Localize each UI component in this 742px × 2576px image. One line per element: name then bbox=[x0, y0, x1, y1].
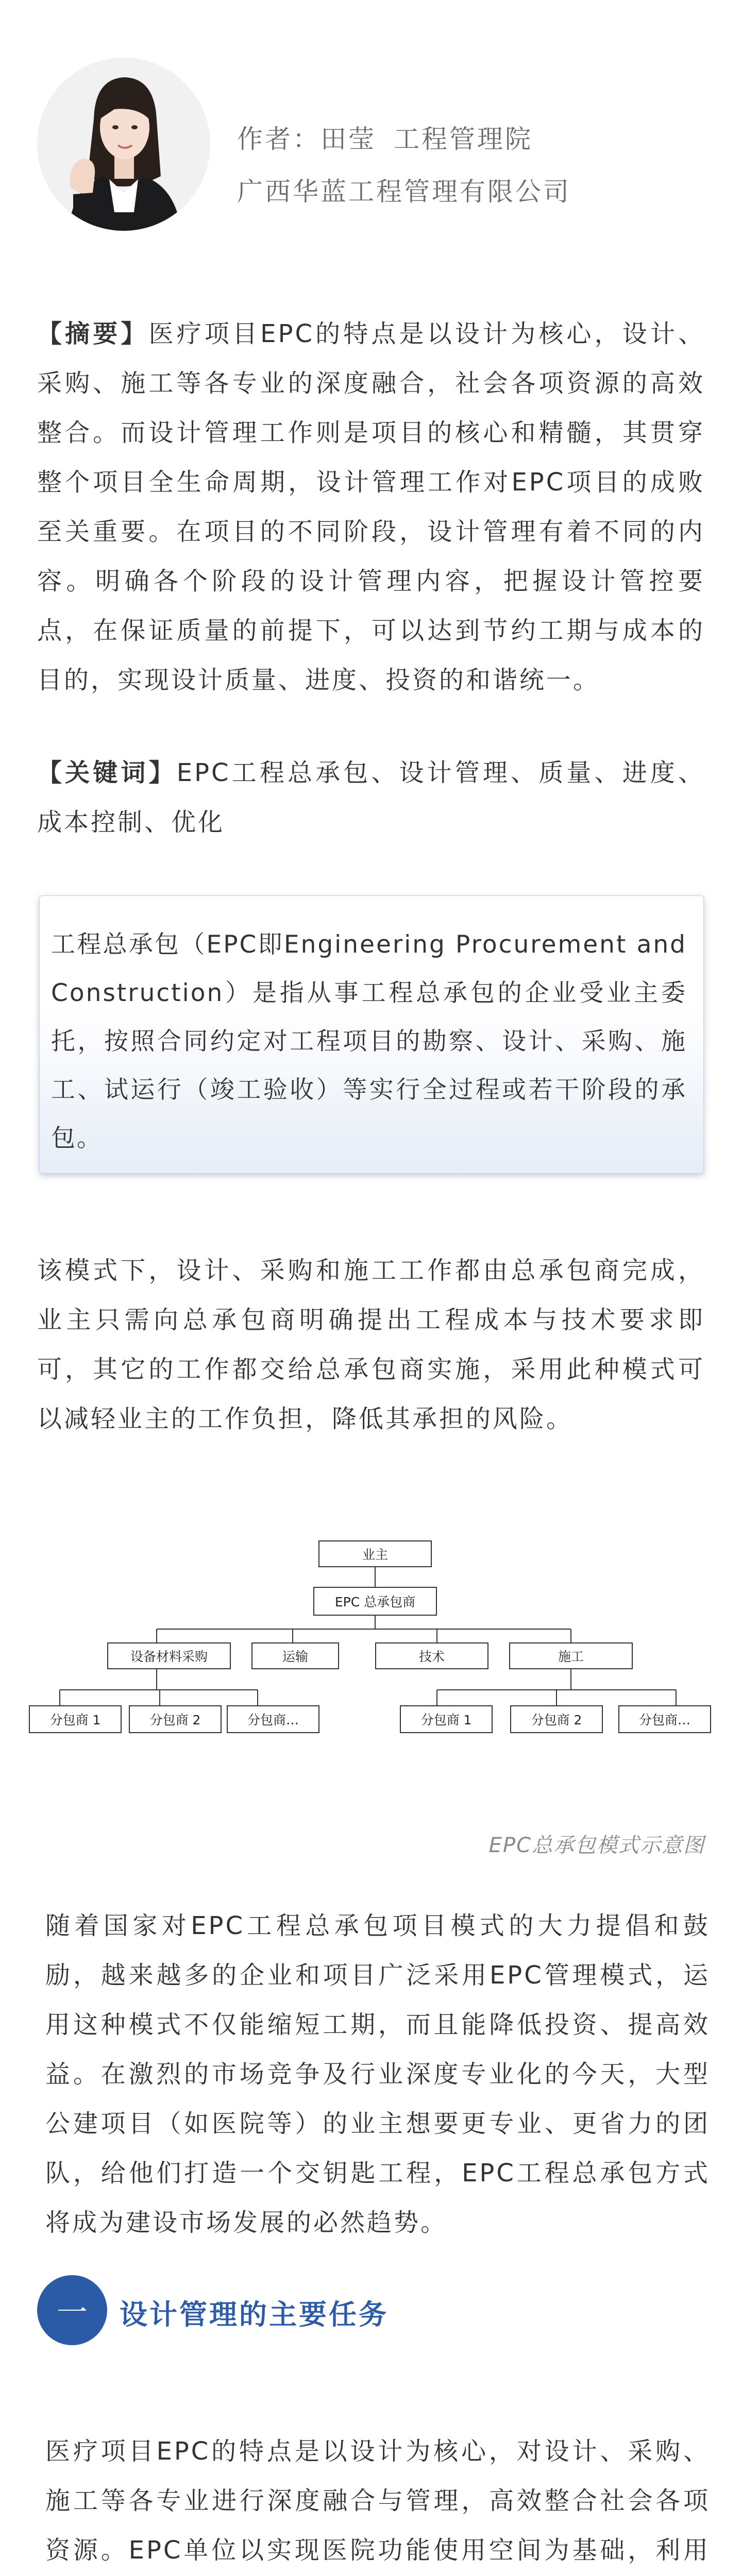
diagram-node-procurement: 设备材料采购 bbox=[107, 1642, 231, 1669]
diagram-node-subcontractor: 分包商… bbox=[618, 1705, 711, 1733]
diagram-node-transport: 运输 bbox=[251, 1642, 339, 1669]
diagram-node-subcontractor: 分包商 1 bbox=[400, 1705, 493, 1733]
diagram-caption: EPC总承包模式示意图 bbox=[488, 1834, 705, 1857]
keywords-label: 【关键词】 bbox=[37, 758, 177, 787]
section-title: 设计管理的主要任务 bbox=[120, 2298, 389, 2331]
author-portrait-image bbox=[37, 58, 210, 231]
author-line bbox=[237, 118, 533, 156]
diagram-node-technology: 技术 bbox=[375, 1642, 488, 1669]
section-number-badge: 一 bbox=[37, 2275, 107, 2345]
abstract-paragraph bbox=[37, 309, 705, 705]
definition-text: 工程总承包（EPC即Engineering Procurement and Construction）是指从事工程总承包的企业受业主委托，按照合同约定对工程项目的勘察、设计、采购、施工、试运行（竣工验收）等实行全过程或若干阶段的承包。 bbox=[51, 930, 687, 1153]
author-label: 作者： bbox=[237, 124, 321, 154]
diagram-node-owner: 业主 bbox=[318, 1540, 432, 1567]
author-avatar bbox=[37, 58, 210, 231]
author-name: 田莹 bbox=[321, 124, 376, 154]
abstract-text: 医疗项目EPC的特点是以设计为核心，设计、采购、施工等各专业的深度融合，社会各项资源的高效整合。而设计管理工作则是项目的核心和精髓，其贯穿整个项目全生命周期，设计管理工作对EPC项目的成败至关重要。在项目的不同阶段，设计管理有着不同的内容。明确各个阶段的设计管理内容，把握设计管控要点，在保证质量的前提下，可以达到节约工期与成本的目的，实现设计质量、进度、投资的和谐统一。 bbox=[37, 319, 705, 694]
trend-paragraph: 随着国家对EPC工程总承包项目模式的大力提倡和鼓励，越来越多的企业和项目广泛采用EPC管理模式，运用这种模式不仅能缩短工期，而且能降低投资、提高效益。在激烈的市场竞争及行业深度专业化的今天，大型公建项目（如医院等）的业主想要更专业、更省力的团队，给他们打造一个交钥匙工程，EPC工程总承包方式将成为建设市场发展的必然趋势。 bbox=[45, 1911, 710, 2237]
abstract-label: 【摘要】 bbox=[37, 319, 149, 348]
keywords-text: EPC工程总承包、设计管理、质量、进度、成本控制、优化 bbox=[37, 758, 705, 837]
diagram-node-contractor: EPC 总承包商 bbox=[313, 1587, 437, 1616]
diagram-node-construction: 施工 bbox=[509, 1642, 633, 1669]
author-department: 工程管理院 bbox=[394, 124, 533, 154]
epc-structure-diagram bbox=[0, 1535, 742, 1855]
diagram-connectors bbox=[0, 1535, 742, 1855]
author-company: 广西华蓝工程管理有限公司 bbox=[237, 177, 571, 207]
section-paragraph: 医疗项目EPC的特点是以设计为核心，对设计、采购、施工等各专业进行深度融合与管理，高效整合社会各项资源。EPC单位以实现医院功能使用空间为基础，利用 bbox=[45, 2437, 710, 2565]
diagram-node-subcontractor: 分包商 2 bbox=[129, 1705, 222, 1733]
diagram-node-subcontractor: 分包商… bbox=[227, 1705, 319, 1733]
definition-box bbox=[39, 895, 704, 1174]
mode-paragraph: 该模式下，设计、采购和施工工作都由总承包商完成，业主只需向总承包商明确提出工程成本与技术要求即可，其它的工作都交给总承包商实施，采用此种模式可以减轻业主的工作负担，降低其承担的风险。 bbox=[37, 1256, 705, 1433]
author-header bbox=[37, 58, 707, 243]
diagram-node-subcontractor: 分包商 2 bbox=[510, 1705, 603, 1733]
diagram-node-subcontractor: 分包商 1 bbox=[29, 1705, 122, 1733]
keywords-paragraph bbox=[37, 748, 705, 847]
section-heading bbox=[37, 2275, 707, 2352]
